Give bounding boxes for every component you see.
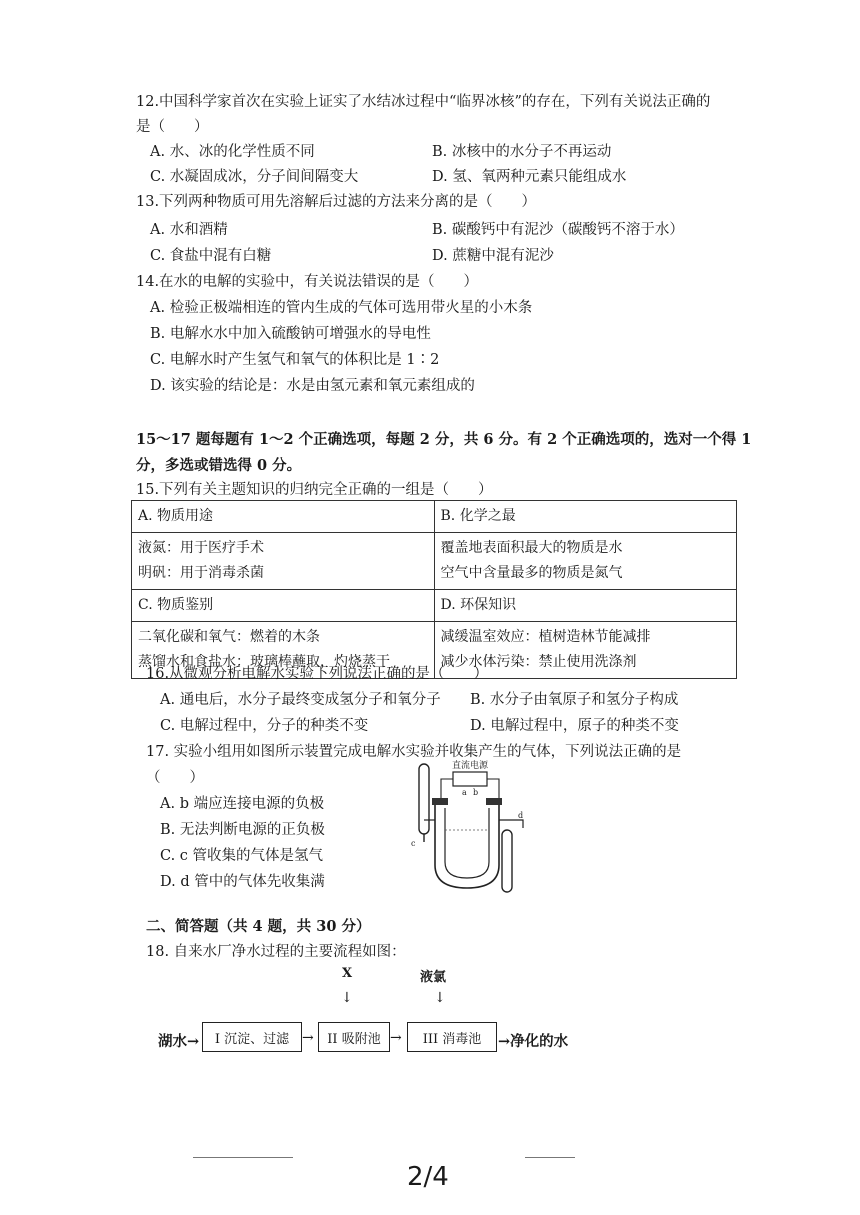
flow-step-adsorption-label: II 吸附池 xyxy=(327,1031,381,1047)
flow-step-sedimentation xyxy=(202,1022,302,1052)
flow-step-disinfection xyxy=(407,1022,497,1052)
q16-option-c: C. 电解过程中，分子的种类不变 xyxy=(160,718,369,734)
q17-option-d: D. d 管中的气体先收集满 xyxy=(160,874,325,890)
q14-stem: 14.在水的电解的实验中，有关说法错误的是（ ） xyxy=(136,274,479,290)
flow-step-adsorption xyxy=(318,1022,390,1052)
label-c: c xyxy=(411,839,416,848)
table-d-line2: 减少水体污染：禁止使用洗涤剂 xyxy=(440,654,637,670)
q16-option-d: D. 电解过程中，原子的种类不变 xyxy=(470,718,679,734)
table-a-line1: 液氮：用于医疗手术 xyxy=(138,540,264,556)
q14-option-c: C. 电解水时产生氢气和氧气的体积比是 1∶2 xyxy=(150,352,440,368)
flow-x-label: X xyxy=(342,966,353,981)
q14-option-d: D. 该实验的结论是：水是由氢元素和氧元素组成的 xyxy=(150,378,475,394)
q12-stem-line2: 是（ ） xyxy=(136,119,209,135)
flow-output-purified-water: →净化的水 xyxy=(498,1033,569,1050)
q12-option-c: C. 水凝固成冰，分子间间隔变大 xyxy=(150,169,359,185)
q13-option-c: C. 食盐中混有白糖 xyxy=(150,248,272,264)
q17-option-b: B. 无法判断电源的正负极 xyxy=(160,822,325,838)
table-cell-c-head: C. 物质鉴别 xyxy=(132,590,435,622)
q12-option-d: D. 氢、氧两种元素只能组成水 xyxy=(432,169,627,185)
q15-knowledge-table xyxy=(131,500,737,679)
outlet-right xyxy=(499,820,523,828)
table-b-line1: 覆盖地表面积最大的物质是水 xyxy=(440,540,623,556)
label-a: a xyxy=(462,788,467,797)
label-b: b xyxy=(473,788,479,797)
q14-option-a: A. 检验正极端相连的管内生成的气体可选用带火星的小木条 xyxy=(150,300,533,316)
table-cell-d-head: D. 环保知识 xyxy=(434,590,737,622)
tube-c xyxy=(419,764,429,834)
q16-option-b: B. 水分子由氧原子和氢分子构成 xyxy=(470,692,679,708)
u-tube-inner xyxy=(445,808,489,878)
table-cell-a-head: A. 物质用途 xyxy=(132,501,435,533)
electrolysis-apparatus-diagram xyxy=(405,760,535,900)
flow-step-disinfection-label: III 消毒池 xyxy=(422,1031,482,1047)
q13-option-b: B. 碳酸钙中有泥沙（碳酸钙不溶于水） xyxy=(432,222,684,238)
table-d-line1: 减缓温室效应：植树造林节能减排 xyxy=(440,629,651,645)
flow-step-sedimentation-label: I 沉淀、过滤 xyxy=(214,1031,290,1047)
instructions-line1: 15～17 题每题有 1～2 个正确选项，每题 2 分，共 6 分。有 2 个正确选项的，选对一个得 1 xyxy=(136,431,752,448)
table-cell-b-head: B. 化学之最 xyxy=(434,501,737,533)
flow-arrow-1: → xyxy=(302,1030,314,1046)
table-c-line2: 蒸馏水和食盐水：玻璃棒蘸取，灼烧蒸干 xyxy=(138,654,390,670)
table-b-line2: 空气中含量最多的物质是氮气 xyxy=(440,565,623,581)
flow-arrow-2: → xyxy=(390,1030,402,1046)
q17-option-a: A. b 端应连接电源的负极 xyxy=(160,796,325,812)
power-supply-box xyxy=(453,772,487,786)
q13-option-d: D. 蔗糖中混有泥沙 xyxy=(432,248,554,264)
q12-option-b: B. 冰核中的水分子不再运动 xyxy=(432,144,612,160)
q17-option-c: C. c 管收集的气体是氢气 xyxy=(160,848,324,864)
instructions-line2: 分，多选或错选得 0 分。 xyxy=(136,457,302,474)
wire-right xyxy=(487,779,499,800)
page-number: 2/4 xyxy=(407,1162,449,1192)
q16-stem: 16.从微观分析电解水实验下列说法正确的是（ ） xyxy=(146,666,489,682)
flow-input-lake-water: 湖水→ xyxy=(158,1033,200,1050)
footer-line-left xyxy=(193,1157,293,1158)
q17-stem: 17. 实验小组用如图所示装置完成电解水实验并收集产生的气体，下列说法正确的是 xyxy=(146,744,682,760)
table-cell-a-body xyxy=(132,533,435,590)
power-supply-label: 直流电源 xyxy=(451,761,489,771)
q14-option-b: B. 电解水水中加入硫酸钠可增强水的导电性 xyxy=(150,326,431,342)
stopper-right xyxy=(486,798,502,805)
label-d: d xyxy=(518,811,524,820)
q12-stem-line1: 12.中国科学家首次在实验上证实了水结冰过程中“临界冰核”的存在，下列有关说法正确的 xyxy=(136,94,711,110)
q16-option-a: A. 通电后，水分子最终变成氢分子和氧分子 xyxy=(160,692,441,708)
table-cell-b-body xyxy=(434,533,737,590)
q15-stem: 15.下列有关主题知识的归纳完全正确的一组是（ ） xyxy=(136,482,493,498)
section2-heading: 二、简答题（共 4 题，共 30 分） xyxy=(146,918,371,935)
flow-arrow-down-x: ↓ xyxy=(341,990,353,1006)
q12-option-a: A. 水、冰的化学性质不同 xyxy=(150,144,315,160)
table-a-line2: 明矾：用于消毒杀菌 xyxy=(138,565,264,581)
q13-stem: 13.下列两种物质可用先溶解后过滤的方法来分离的是（ ） xyxy=(136,194,537,210)
q17-answer-paren: （ ） xyxy=(146,770,204,786)
flow-arrow-down-chlorine: ↓ xyxy=(434,990,446,1006)
flow-chlorine-label: 液氯 xyxy=(420,970,447,985)
q18-stem: 18. 自来水厂净水过程的主要流程如图： xyxy=(146,944,406,960)
table-c-line1: 二氧化碳和氧气：燃着的木条 xyxy=(138,629,320,645)
stopper-left xyxy=(432,798,448,805)
wire-left xyxy=(441,779,453,800)
footer-line-right xyxy=(525,1157,575,1158)
q13-option-a: A. 水和酒精 xyxy=(150,222,228,238)
tube-d xyxy=(502,830,512,892)
